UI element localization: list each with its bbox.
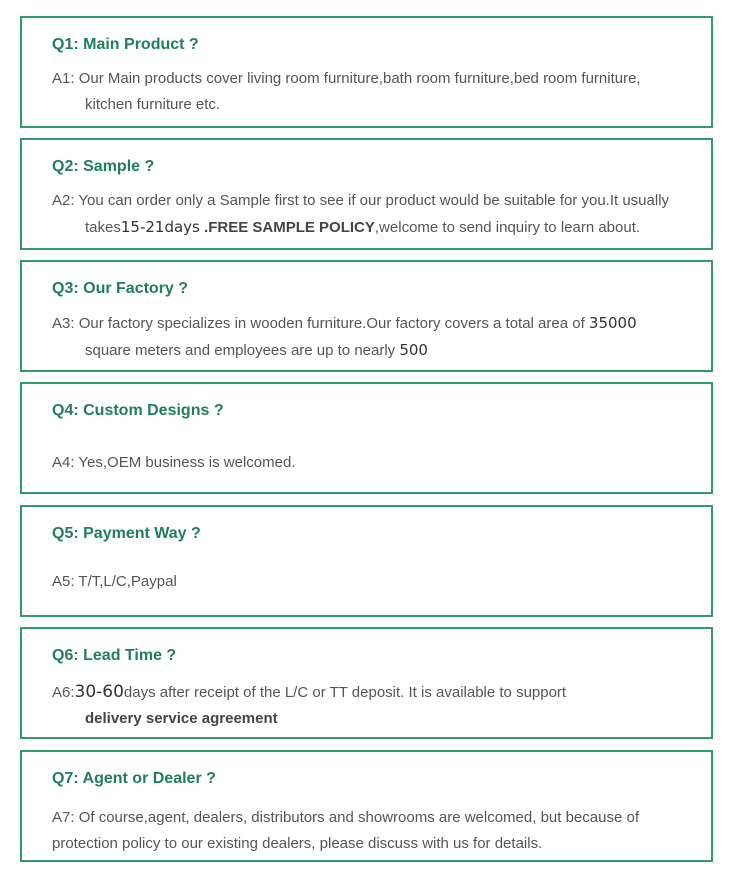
faq-card-3	[20, 260, 713, 372]
lead-days: 30-60	[74, 682, 124, 702]
answer-6	[52, 679, 701, 732]
answer-number: A6:	[52, 684, 75, 701]
answer-7	[52, 805, 701, 857]
answer-text: square meters and employees are up to nearly	[85, 342, 400, 359]
answer-2	[52, 188, 701, 241]
answer-text: Our factory specializes in wooden furniture.Our factory covers a total area of	[78, 315, 589, 332]
answer-line: protection policy to our existing dealers, please discuss with us for details.	[52, 835, 543, 852]
answer-number: A3:	[52, 315, 75, 332]
answer-text: takes	[85, 219, 121, 236]
question-7	[52, 770, 216, 788]
question-number: Q7:	[52, 770, 79, 787]
question-text: Main Product ?	[83, 36, 199, 53]
faq-card-4	[20, 382, 713, 494]
answer-3	[52, 310, 701, 364]
answer-line: kitchen furniture etc.	[85, 96, 221, 113]
answer-line: T/T,L/C,Paypal	[78, 573, 177, 590]
question-6	[52, 647, 176, 665]
faq-card-1	[20, 16, 713, 128]
question-number: Q3:	[52, 280, 79, 297]
question-2	[52, 158, 154, 176]
answer-line: You can order only a Sample first to see if our product would be suitable for you.It usually	[78, 192, 670, 209]
answer-line: Our Main products cover living room furniture,bath room furniture,bed room furniture,	[78, 70, 641, 87]
question-4	[52, 402, 224, 420]
question-number: Q1:	[52, 36, 79, 53]
answer-line: Yes,OEM business is welcomed.	[78, 454, 296, 471]
faq-card-7	[20, 750, 713, 862]
answer-4	[52, 450, 701, 476]
faq-card-5	[20, 505, 713, 617]
answer-text: ,welcome to send inquiry to learn about.	[374, 219, 641, 236]
answer-number: A5:	[52, 573, 75, 590]
answer-1	[52, 66, 701, 118]
question-number: Q4:	[52, 402, 79, 419]
question-number: Q5:	[52, 525, 79, 542]
question-5	[52, 525, 201, 543]
delivery-agreement: delivery service agreement	[85, 710, 278, 727]
answer-line-2	[52, 337, 701, 364]
faq-card-2	[20, 138, 713, 250]
factory-area: 35000	[588, 314, 637, 332]
employee-count: 500	[399, 341, 428, 359]
free-sample-policy: .FREE SAMPLE POLICY	[204, 219, 375, 236]
faq-card-6	[20, 627, 713, 739]
question-text: Our Factory ?	[83, 280, 189, 297]
question-3	[52, 280, 188, 298]
answer-line: Of course,agent, dealers, distributors and showrooms are welcomed, but because of	[78, 809, 639, 826]
question-text: Payment Way ?	[83, 525, 201, 542]
question-1	[52, 36, 199, 54]
answer-number: A1:	[52, 70, 75, 87]
answer-number: A4:	[52, 454, 75, 471]
question-text: Custom Designs ?	[83, 402, 224, 419]
answer-line-2	[52, 214, 701, 241]
answer-number: A7:	[52, 809, 75, 826]
question-number: Q2:	[52, 158, 79, 175]
question-text: Agent or Dealer ?	[82, 770, 216, 787]
answer-text: days after receipt of the L/C or TT deposit. It is available to support	[123, 684, 567, 701]
answer-number: A2:	[52, 192, 75, 209]
question-text: Sample ?	[83, 158, 155, 175]
sample-days: 15-21days	[120, 218, 200, 236]
question-text: Lead Time ?	[83, 647, 177, 664]
answer-5	[52, 569, 701, 595]
question-number: Q6:	[52, 647, 79, 664]
